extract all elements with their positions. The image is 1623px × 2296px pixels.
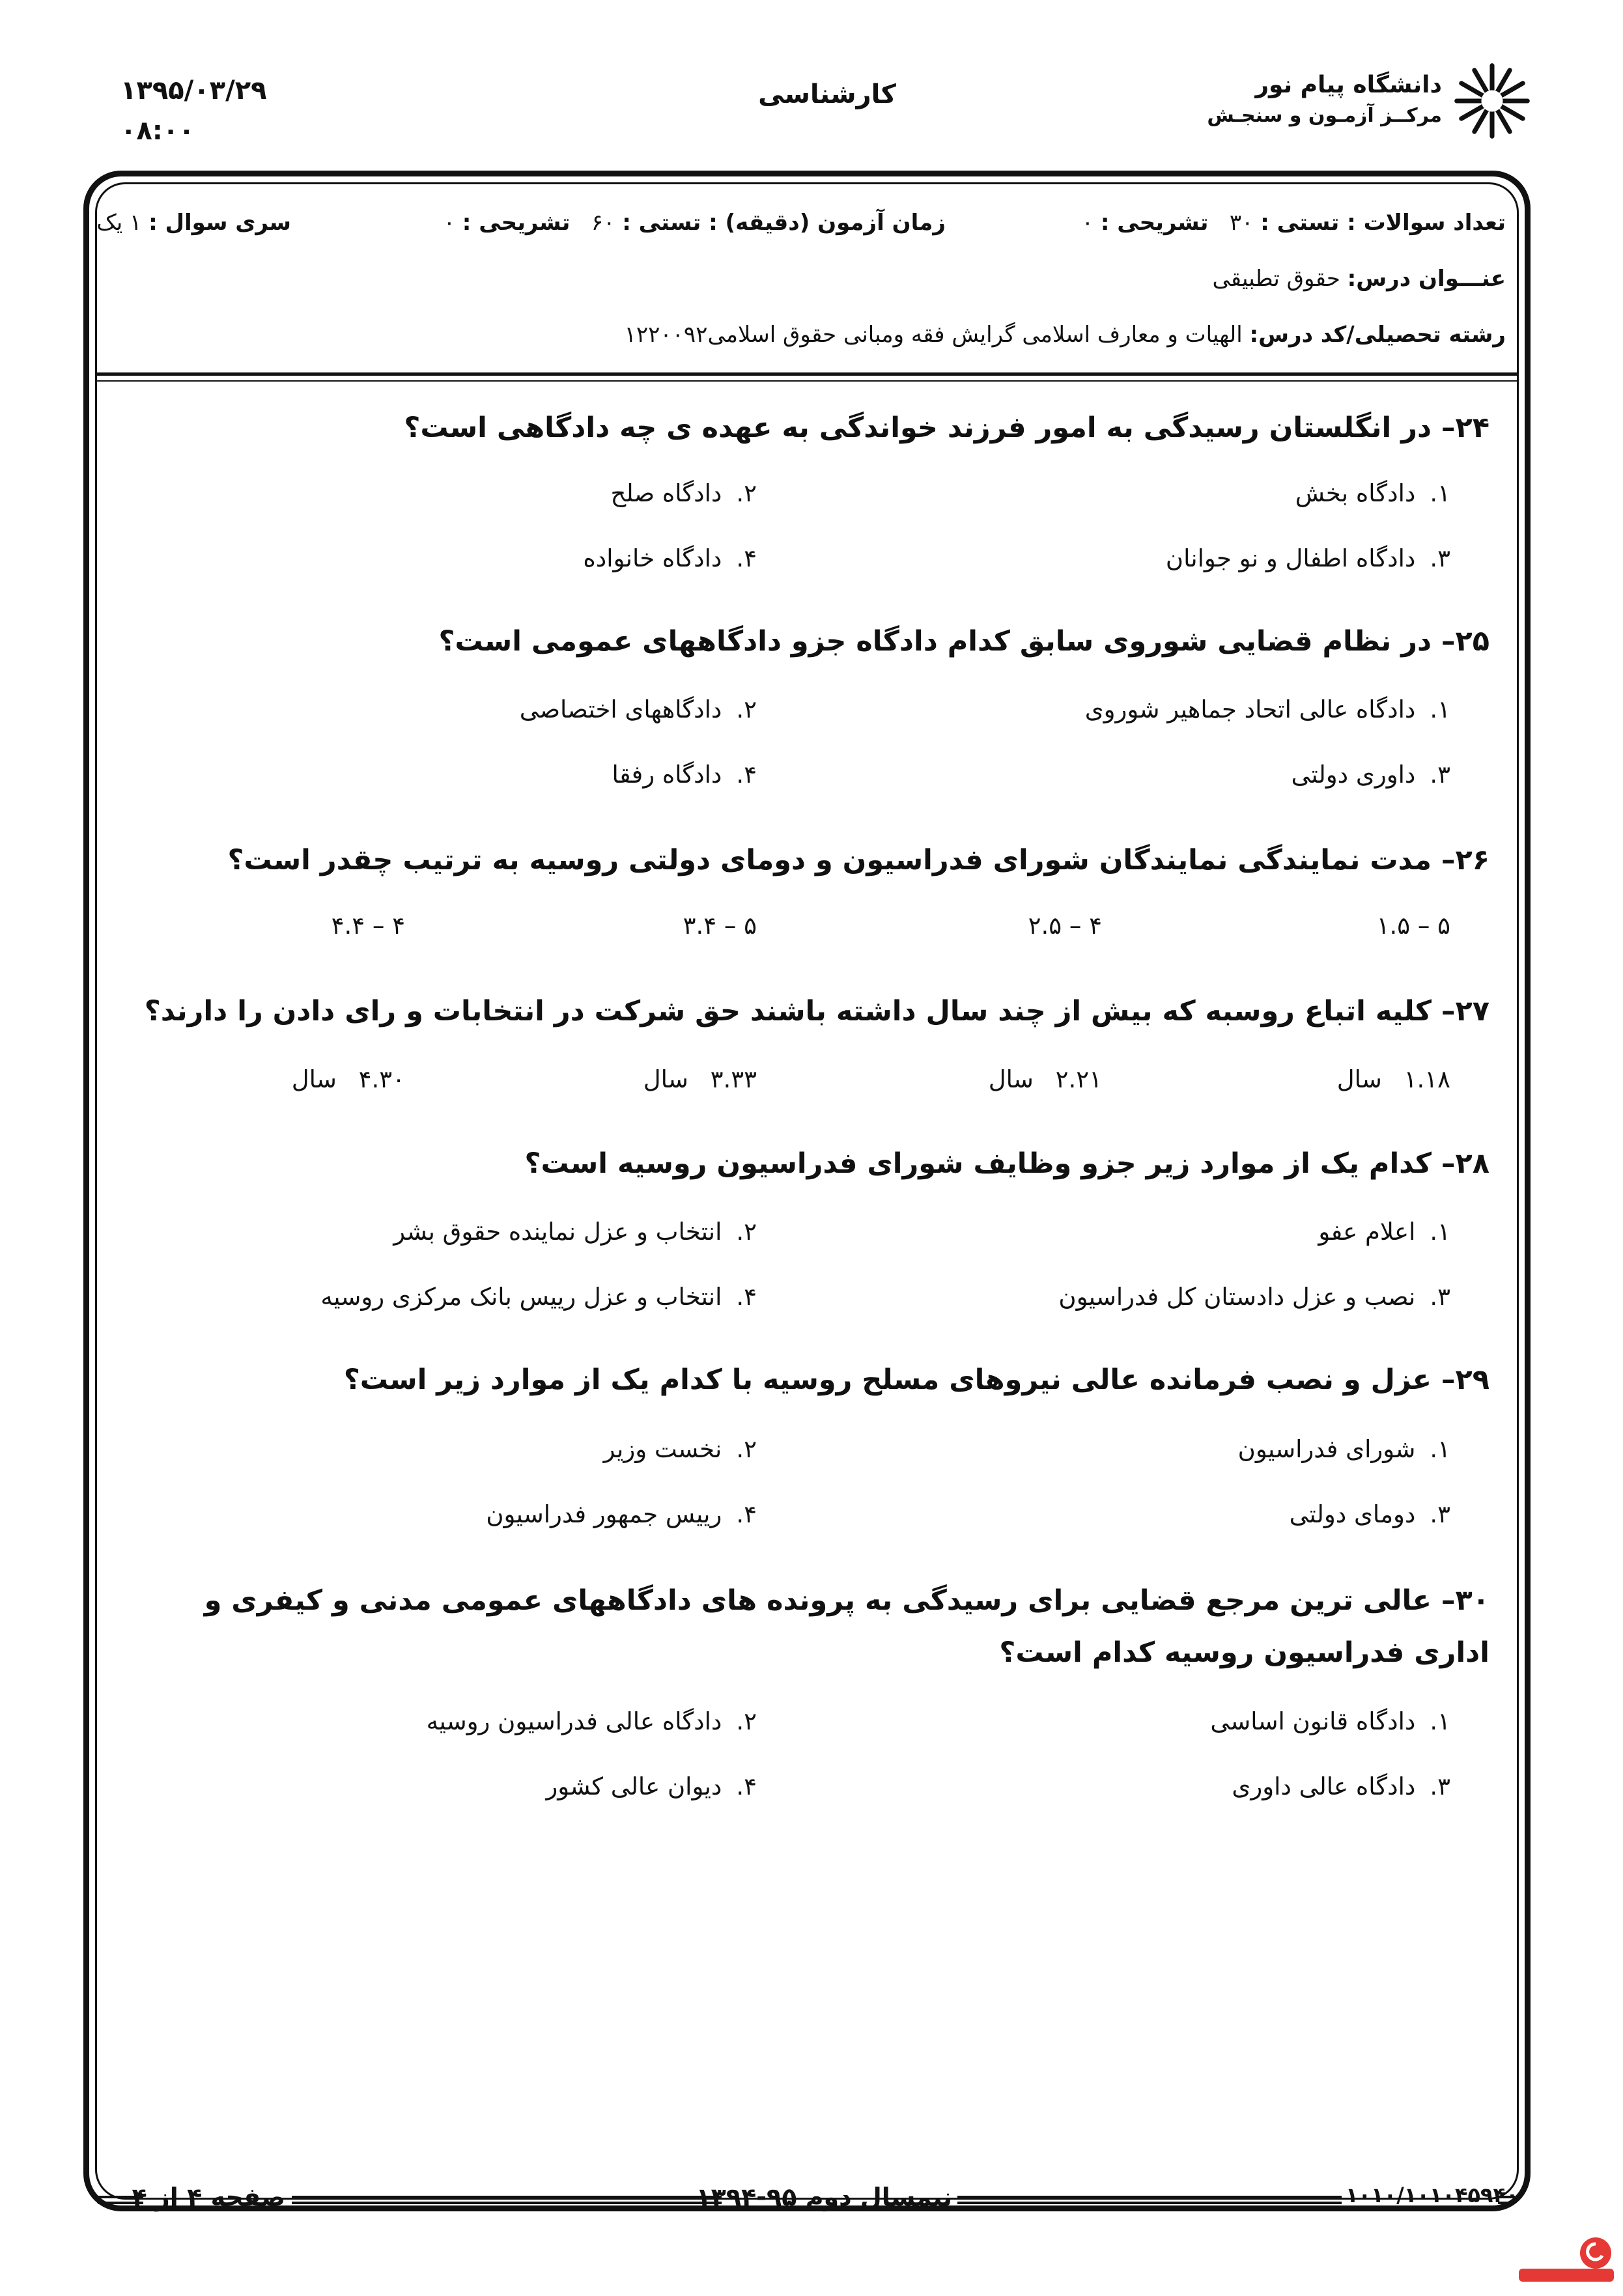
- header-divider: [95, 372, 1519, 376]
- option-4[interactable]: ۴.دیوان عالی کشور: [546, 1772, 757, 1800]
- question-28: ۲۸– کدام یک از موارد زیر جزو وظایف شورای فدراسیون روسیه است؟: [524, 1147, 1489, 1180]
- question-count-test: ۳۰: [1229, 210, 1254, 236]
- question-27: ۲۷– کلیه اتباع روسبه که بیش از چند سال داشته باشند حق شرکت در انتخابات و رای دادن را دارند؟: [144, 995, 1489, 1028]
- option-3[interactable]: ۳.۳۳ سال: [643, 1065, 757, 1093]
- option-1[interactable]: ۱.اعلام عفو: [1318, 1218, 1450, 1246]
- option-4[interactable]: ۴.۳۰ سال: [291, 1065, 405, 1093]
- question-30: ۳۰– عالی ترین مرجع قضایی برای رسیدگی به پرونده های دادگاههای عمومی مدنی و کیفری و اداری فدراسیون روسیه کدام است؟: [204, 1584, 1489, 1669]
- field-code-info: [625, 322, 1506, 348]
- option-1[interactable]: ۱.۵ – ۵: [1376, 912, 1450, 940]
- duration-info: [444, 210, 946, 236]
- question-29: ۲۹– عزل و نصب فرمانده عالی نیروهای مسلح روسیه با کدام یک از موارد زیر است؟: [343, 1364, 1489, 1396]
- option-3[interactable]: ۳.۴ – ۵: [683, 912, 757, 940]
- field-code-label: رشته تحصیلی/کد درس:: [1249, 322, 1506, 348]
- option-1[interactable]: ۱.۱۸ سال: [1336, 1065, 1450, 1093]
- option-1[interactable]: ۱.دادگاه عالی اتحاد جماهیر شوروی: [1084, 695, 1450, 723]
- option-2[interactable]: ۲.۵ – ۴: [1028, 912, 1102, 940]
- option-4[interactable]: ۴.۴ – ۴: [331, 912, 405, 940]
- series-value: ۱ یک: [96, 210, 142, 236]
- option-3[interactable]: ۳.نصب و عزل دادستان کل فدراسیون: [1058, 1283, 1450, 1311]
- question-count-label: تعداد سوالات : تستی :: [1260, 210, 1506, 236]
- center-name: مرکــز آزمـون و سنجـش: [1207, 104, 1442, 127]
- option-2[interactable]: ۲.دادگاه عالی فدراسیون روسیه: [426, 1707, 757, 1735]
- option-3[interactable]: ۳.داوری دولتی: [1291, 761, 1450, 789]
- question-24: ۲۴– در انگلستان رسیدگی به امور فرزند خواندگی به عهده ی چه دادگاهی است؟: [404, 412, 1489, 444]
- university-name: دانشگاه پیام نور: [1255, 72, 1442, 98]
- question-count-desc: ۰: [1081, 210, 1094, 236]
- exam-date: ۱۳۹۵/۰۳/۲۹: [120, 76, 267, 105]
- option-4[interactable]: ۴.دادگاه رفقا: [612, 761, 757, 789]
- course-title-info: [1212, 266, 1506, 292]
- question-25: ۲۵– در نظام قضایی شوروی سابق کدام دادگاه جزو دادگاههای عمومی است؟: [438, 625, 1489, 658]
- option-3[interactable]: ۳.دادگاه عالی داوری: [1232, 1772, 1450, 1800]
- option-1[interactable]: ۱.شورای فدراسیون: [1237, 1435, 1450, 1463]
- page-number: صفحه ۴ از ۴: [132, 2183, 285, 2211]
- exam-date-time: [120, 70, 267, 151]
- series-info: [96, 210, 291, 236]
- header-divider-thin: [95, 380, 1519, 382]
- university-logo: [1192, 63, 1531, 141]
- option-2[interactable]: ۲.دادگاههای اختصاصی: [519, 695, 757, 723]
- question-count-desc-label: تشریحی :: [1100, 210, 1209, 236]
- exam-time: ۰۸:۰۰: [120, 116, 195, 146]
- option-2[interactable]: ۲.دادگاه صلح: [610, 479, 757, 507]
- field-code-value: الهیات و معارف اسلامی گرایش فقه ومبانی حقوق اسلامی۱۲۲۰۰۹۲: [624, 322, 1243, 348]
- duration-test: ۶۰: [591, 210, 615, 236]
- option-4[interactable]: ۴.دادگاه خانواده: [583, 544, 757, 572]
- option-1[interactable]: ۱.دادگاه بخش: [1295, 479, 1450, 507]
- footer-rule: [957, 2196, 1342, 2204]
- option-4[interactable]: ۴.رییس جمهور فدراسیون: [486, 1500, 757, 1528]
- duration-desc-label: تشریحی :: [462, 210, 571, 236]
- duration-desc: ۰: [443, 210, 455, 236]
- option-1[interactable]: ۱.دادگاه قانون اساسی: [1210, 1707, 1450, 1735]
- footer-rule: [292, 2196, 722, 2204]
- question-count-info: [1082, 210, 1506, 236]
- exam-code: ۱۰۱۰/۱۰۱۰۴۵۹۴۰: [1346, 2183, 1519, 2207]
- series-label: سری سوال :: [148, 210, 291, 236]
- course-title-label: عنـــوان درس:: [1347, 266, 1506, 292]
- option-3[interactable]: ۳.دومای دولتی: [1289, 1500, 1450, 1528]
- watermark-logo-icon: [1517, 2235, 1615, 2287]
- option-2[interactable]: ۲.۲۱ سال: [988, 1065, 1102, 1093]
- question-26: ۲۶– مدت نمایندگی نمایندگان شورای فدراسیون و دومای دولتی روسیه به ترتیب چقدر است؟: [227, 844, 1489, 876]
- university-emblem-icon: [1454, 63, 1531, 139]
- semester-label: نیمسال دوم ۹۵-۱۳۹۴: [696, 2183, 952, 2211]
- course-title-value: حقوق تطبیقی: [1212, 266, 1340, 292]
- duration-label: زمان آزمون (دقیقه) : تستی :: [622, 210, 946, 236]
- option-3[interactable]: ۳.دادگاه اطفال و نو جوانان: [1165, 544, 1450, 572]
- exam-level: کارشناسی: [758, 79, 896, 109]
- option-2[interactable]: ۲.انتخاب و عزل نماینده حقوق بشر: [393, 1218, 757, 1246]
- option-2[interactable]: ۲.نخست وزیر: [603, 1435, 757, 1463]
- option-4[interactable]: ۴.انتخاب و عزل رییس بانک مرکزی روسیه: [320, 1283, 757, 1311]
- footer-rule: [1498, 2196, 1515, 2204]
